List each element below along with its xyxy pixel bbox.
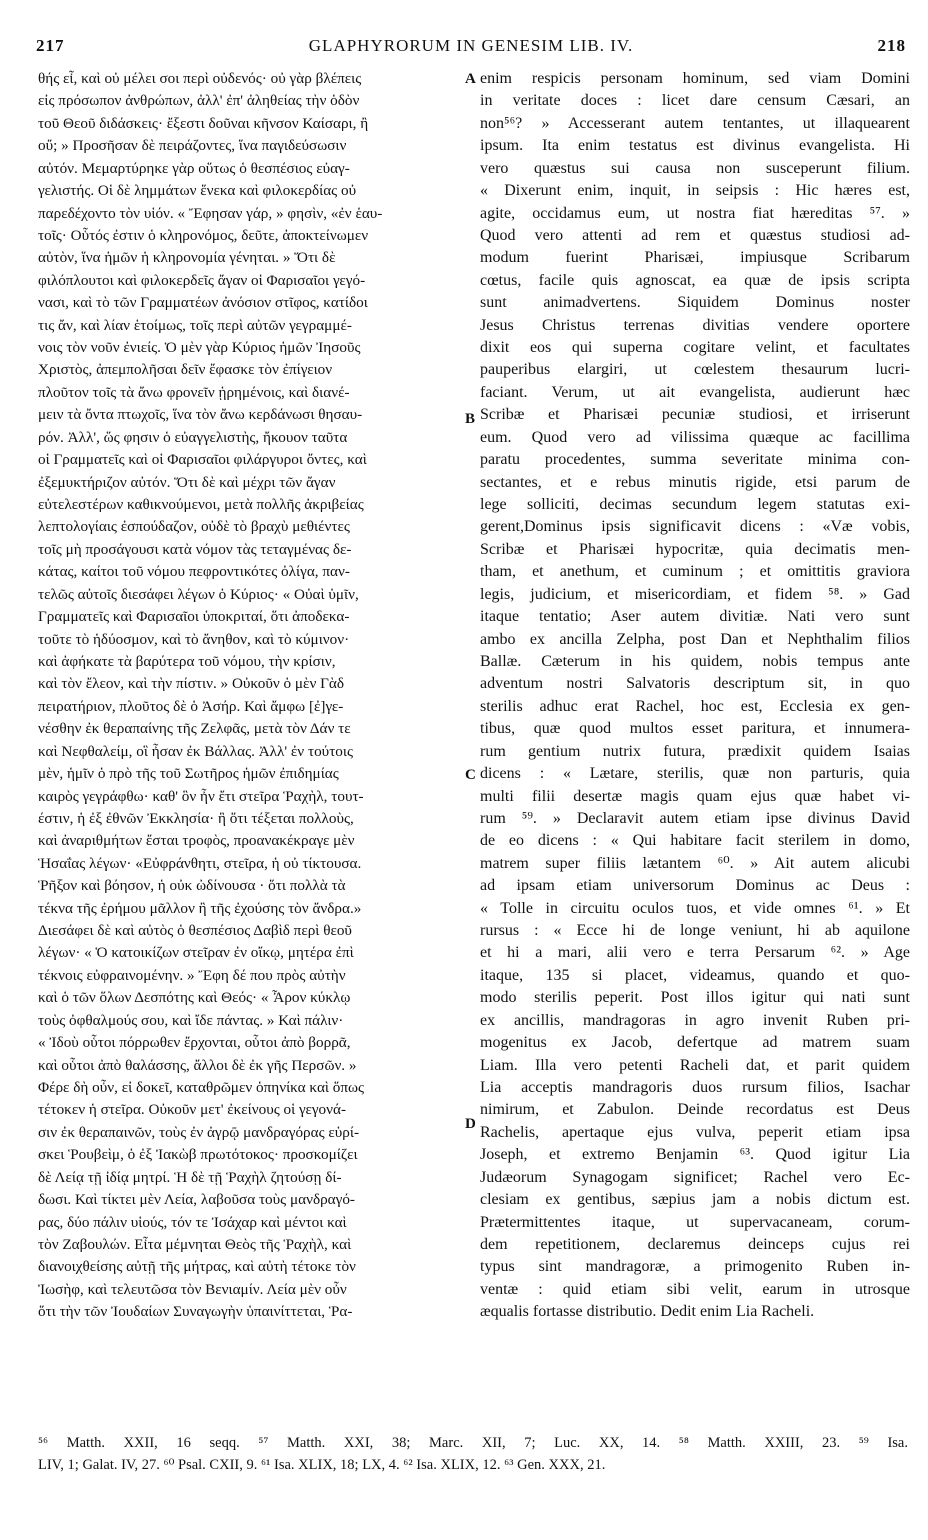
latin-text-line: legis, judicium, et misericordiam, et fidem ⁵⁸. » Gad	[480, 585, 910, 603]
page-number-right: 218	[877, 36, 906, 55]
greek-text-line: λέγων· « Ὁ κατοικίζων στεῖραν ἐν οἴκῳ, μητέρα ἐπὶ	[38, 944, 354, 962]
latin-text-line: æqualis fortasse distributio. Dedit enim Lia Racheli.	[480, 1303, 815, 1321]
greek-text-line: καὶ τὸν ἔλεον, καὶ τὴν πίστιν. » Οὐκοῦν ὁ μὲν Γὰδ	[38, 675, 344, 693]
greek-text-line: λεπτολογίαις ἐσπούδαζον, οὐδὲ τὸ βραχὺ μεθιέντες	[38, 518, 350, 536]
latin-text-line: ad ipsam etiam universorum Dominus ac Deus :	[480, 877, 910, 895]
greek-text-line: εἰς πρόσωπον ἀνθρώπων, ἀλλ' ἐπ' ἀληθείας τὴν ὁδὸν	[38, 92, 360, 110]
latin-text-line: ex ancillis, mandragoras in agro invenit Ruben pri-	[480, 1011, 910, 1029]
latin-text-line: multi filii desertæ magis quam ejus quæ habet vi-	[480, 787, 910, 805]
greek-text-line: τέκνοις εὐφραινομένην. » Ἔφη δέ που πρὸς αὐτὴν	[38, 966, 346, 984]
margin-letter-c: C	[465, 767, 476, 783]
greek-text-line: νέσθην ἐκ θεραπαίνης τῆς Ζελφᾶς, μετὰ τὸν Δάν τε	[38, 720, 351, 738]
latin-text-line: typus sint mandragoræ, a primogenito Ruben in-	[480, 1258, 910, 1276]
latin-text-line: Joseph, et extremo Benjamin ⁶³. Quod igitur Lia	[480, 1146, 910, 1164]
latin-text-line: Scribæ et Pharisæi hypocritæ, quia decimatis men-	[480, 540, 910, 558]
greek-text-line: Φέρε δὴ οὖν, εἰ δοκεῖ, καταθρῶμεν ὁπηνίκα καὶ ὅπως	[38, 1078, 365, 1096]
latin-text-line: itaque tentatio; Aser autem divitiæ. Nati vero sunt	[480, 608, 910, 626]
greek-text-line: εὐτελεστέρων καθικνούμενοι, μετὰ πολλῆς ἀκριβείας	[38, 496, 364, 514]
greek-text-line: ρόν. Ἀλλ', ὥς φησιν ὁ εὐαγγελιστὴς, ἤκουον ταῦτα	[38, 428, 348, 446]
greek-text-line: κάτας, καίτοι τοῦ νόμου πεφροντικότες ὀλίγα, παν-	[38, 563, 350, 581]
greek-text-line: δὲ Λείᾳ τῇ ἰδίᾳ μητρί. Ἡ δὲ τῇ Ῥαχὴλ ζητούσῃ δί-	[38, 1168, 342, 1186]
greek-text-line: μειν τὰ ὄντα πτωχοῖς, ἵνα τὸν ἄνω κερδάνωσι θησαυ-	[38, 406, 363, 424]
greek-text-line: δωσι. Καὶ τίκτει μὲν Λεία, λαβοῦσα τοὺς μανδραγό-	[38, 1191, 355, 1209]
footnote-line: LIV, 1; Galat. IV, 27. ⁶⁰ Psal. CXII, 9. ⁶¹ Isa. XLIX, 18; LX, 4. ⁶² Isa. XLIX, 12. ⁶³ Gen. XXX, 21.	[38, 1457, 606, 1473]
latin-text-line: « Dixerunt enim, inquit, in seipsis : Hic hæres est,	[480, 182, 910, 200]
margin-letter-d: D	[465, 1116, 476, 1132]
greek-text-line: ρας, δύο πάλιν υἱούς, τόν τε Ἰσάχαρ καὶ μέντοι καὶ	[38, 1213, 347, 1231]
latin-text-line: Judæorum Synagogam significet; Rachel vero Ec-	[480, 1168, 910, 1186]
latin-text-line: modo sterilis peperit. Post illos igitur qui nati sunt	[480, 989, 910, 1007]
greek-column	[38, 68, 466, 1324]
footnote-line: ⁵⁶ Matth. XXII, 16 seqq. ⁵⁷ Matth. XXI, 38; Marc. XII, 7; Luc. XX, 14. ⁵⁸ Matth. XXIII, 23. ⁵⁹ Isa.	[38, 1435, 908, 1451]
latin-text-line: dem repetitionem, declaremus deinceps cujus rei	[480, 1235, 910, 1253]
greek-text-line: πλοῦτον τοῖς τὰ ἄνω φρονεῖν ᾑρημένοις, καὶ διανέ-	[38, 383, 350, 401]
footnotes	[38, 1432, 908, 1476]
greek-text-line: φιλόπλουτοι καὶ φιλοκερδεῖς ἄγαν οἱ Φαρισαῖοι γεγό-	[38, 271, 366, 289]
greek-text-line: Ἡσαΐας λέγων· «Εὐφράνθητι, στεῖρα, ἡ οὐ τίκτουσα.	[38, 854, 362, 872]
latin-text-line: Jesus Christus terrenas divitias vendere oportere	[480, 316, 910, 334]
greek-text-line: ἐξεμυκτήριζον αὐτόν. Ὅτι δὲ καὶ μέχρι τῶν ἄγαν	[38, 473, 336, 491]
latin-text-line: rursus : « Ecce hi de longe veniunt, hi ab aquilone	[480, 922, 910, 940]
page-header	[36, 30, 906, 60]
greek-text-line: τὸν Ζαβουλών. Εἶτα μέμνηται Θεὸς τῆς Ῥαχὴλ, καὶ	[38, 1235, 352, 1253]
latin-text-line: tham, et anethum, et cuminum ; et omittitis graviora	[480, 563, 910, 581]
latin-text-line: adventum nostri Salvatoris descriptum sit, in quo	[480, 675, 910, 693]
greek-text-line: νασι, καὶ τὸ τῶν Γραμματέων ἀνόσιον στῖφος, κατίδοι	[38, 294, 368, 312]
greek-text-line: καὶ ὁ τῶν ὅλων Δεσπότης καὶ Θεός· « Ἆρον κύκλῳ	[38, 989, 351, 1007]
latin-text-line: ventæ : quid etiam sibi velit, earum in utrosque	[480, 1280, 910, 1298]
greek-text-line: σκει Ῥουβεὶμ, ὁ ἐξ Ἰακὼβ πρωτότοκος· προσκομίζει	[38, 1146, 358, 1164]
latin-text-line: « Tolle in circuitu oculos tuos, et vide omnes ⁶¹. » Et	[480, 899, 910, 917]
latin-text-line: lege solliciti, decimas secundum legem statutas exi-	[480, 496, 910, 514]
latin-text-line: vero quæstus sui causa non susceperunt filium.	[480, 159, 910, 177]
latin-text-line: clesiam ex gentibus, sæpius jam a nobis dictum est.	[480, 1191, 910, 1209]
greek-text-line: καὶ οὗτοι ἀπὸ θαλάσσης, ἄλλοι δὲ ἐκ γῆς Περσῶν. »	[38, 1056, 357, 1074]
greek-text-line: αὐτὸν, ἵνα ἡμῶν ἡ κληρονομία γένηται. » Ὅτι δὲ	[38, 249, 336, 267]
latin-text-line: sterilis adhuc erat Rachel, hoc est, Ecclesia ex gen-	[480, 697, 910, 715]
latin-text-line: Scribæ et Pharisæi pecuniæ studiosi, et irriserunt	[480, 406, 910, 424]
greek-text-line: τις ἄν, καὶ λίαν ἑτοίμως, τοῖς περὶ αὐτῶν γεγραμμέ-	[38, 316, 352, 334]
latin-text-line: ambo ex ancilla Zelpha, post Dan et Nephthalim filios	[480, 630, 910, 648]
greek-text-line: καὶ ἀναριθμήτων ἔσται τροφὸς, προανακέκραγε μὲν	[38, 832, 355, 850]
latin-text-line: Liam. Illa vero petenti Racheli dat, et parit quidem	[480, 1056, 910, 1074]
latin-text-line: pauperibus elargiri, ut cœlestem thesaurum lucri-	[480, 361, 910, 379]
greek-text-line: Ἰωσὴφ, καὶ τελευτῶσα τὸν Βενιαμίν. Λεία μὲν οὖν	[38, 1280, 347, 1298]
latin-text-line: Prætermittentes itaque, ut supervacaneam, corum-	[480, 1213, 910, 1231]
greek-text-line: οἱ Γραμματεῖς καὶ οἱ Φαρισαῖοι φιλάργυροι ὄντες, καὶ	[38, 451, 367, 469]
greek-text-line: τοὺς ὀφθαλμούς σου, καὶ ἴδε πάντας. » Καὶ πάλιν·	[38, 1011, 344, 1029]
margin-letter-b: B	[465, 411, 476, 427]
latin-text-line: itaque, 135 si placet, videamus, quando et quo-	[480, 966, 910, 984]
latin-text-line: ipsum. Ita enim testatus est divinus evangelista. Hi	[480, 137, 910, 155]
greek-text-line: τοῖς· Οὗτός ἐστιν ὁ κληρονόμος, δεῦτε, ἀποκτείνωμεν	[38, 226, 369, 244]
latin-text-line: et hi a mari, alii vero e terra Persarum ⁶². » Age	[480, 944, 910, 962]
greek-text-line: καιρὸς γεγράφθω· καθ' ὃν ἦν ἔτι στεῖρα Ῥαχὴλ, τουτ-	[38, 787, 364, 805]
greek-text-line: τοῦτε τὸ ἡδύοσμον, καὶ τὸ ἄνηθον, καὶ τὸ κύμινον·	[38, 630, 350, 648]
latin-text-line: matrem super filiis lætantem ⁶⁰. » Ait autem alicubi	[480, 854, 910, 872]
greek-text-line: καὶ ἀφήκατε τὰ βαρύτερα τοῦ νόμου, τὴν κρίσιν,	[38, 652, 336, 670]
latin-text-line: rum gentium nutrix futura, prædixit quidem Isaias	[480, 742, 910, 760]
latin-text-line: Ballæ. Cæterum in his quidem, nobis tempus ante	[480, 652, 910, 670]
greek-text-line: τοῖς μὴ προσάγουσι κατὰ νόμον τὰς τεταγμένας δε-	[38, 540, 352, 558]
greek-text-line: γελιστής. Οἱ δὲ λημμάτων ἕνεκα καὶ φιλοκερδίας οὐ	[38, 182, 357, 200]
greek-text-line: τελῶς αὐτοῖς διεσάφει λέγων ὁ Κύριος· « Οὐαὶ ὑμῖν,	[38, 585, 359, 603]
latin-text-line: rum ⁵⁹. » Declaravit autem etiam ipse divinus David	[480, 809, 910, 827]
greek-text-line: διανοιχθείσης αὐτῇ τῆς μήτρας, καὶ αὐτὴ τέτοκε τὸν	[38, 1258, 356, 1276]
latin-text-line: eum. Quod vero ad vilissima quæque ac facillima	[480, 428, 910, 446]
latin-text-line: nimirum, et Zabulon. Deinde recordatus est Deus	[480, 1101, 910, 1119]
latin-text-line: mogenitus ex Jacob, defertque ad matrem suam	[480, 1034, 910, 1052]
latin-text-line: cœtus, facile quis agnoscat, ea quæ de ipsis scripta	[480, 271, 910, 289]
greek-text-line: έστιν, ἡ ἐξ ἐθνῶν Ἐκκλησία· ἣ ὅτι τέξεται πολλοὺς,	[38, 809, 354, 827]
greek-text-line: τοῦ Θεοῦ διδάσκεις· ἔξεστι δοῦναι κῆνσον Καίσαρι, ἢ	[38, 114, 369, 132]
greek-text-line: παρεδέχοντο τὸν υἱόν. « Ἔφησαν γάρ, » φησὶν, «ἐν ἑαυ-	[38, 204, 383, 222]
greek-text-line: « Ἰδοὺ οὗτοι πόρρωθεν ἔρχονται, οὗτοι ἀπὸ βορρᾶ,	[38, 1034, 351, 1052]
greek-text-line: οὔ; » Προσῆσαν δὲ πειράζοντες, ἵνα παγιδεύσωσιν	[38, 137, 347, 155]
latin-text-line: Rachelis, apertaque ejus vulva, peperit etiam ipsa	[480, 1123, 910, 1141]
greek-text-line: καὶ Νεφθαλείμ, οἳ ἦσαν ἐκ Βάλλας. Ἀλλ' ἐν τούτοις	[38, 742, 353, 760]
latin-text-line: sunt animadvertens. Siquidem Dominus noster	[480, 294, 910, 312]
greek-text-line: τέκνα τῆς ἐρήμου μᾶλλον ἢ τῆς ἐχούσης τὸν ἄνδρα.»	[38, 899, 362, 917]
greek-text-line: Διεσάφει δὲ καὶ αὐτὸς ὁ θεσπέσιος Δαβὶδ περὶ θεοῦ	[38, 922, 352, 940]
latin-text-line: Quod vero attenti ad rem et quæstus studiosi ad-	[480, 226, 910, 244]
greek-text-line: μὲν, ἡμῖν ὁ πρὸ τῆς τοῦ Σωτῆρος ἡμῶν ἐπιδημίας	[38, 765, 339, 783]
latin-text-line: dixit eos qui superna cogitare velint, et facultates	[480, 339, 910, 357]
latin-text-line: paratu procedentes, summa severitate minima con-	[480, 451, 910, 469]
greek-text-line: νοις τὸν νοῦν ἐνιείς. Ὁ μὲν γὰρ Κύριος ἡμῶν Ἰησοῦς	[38, 339, 361, 357]
greek-text-line: Γραμματεῖς καὶ Φαρισαῖοι ὑποκριταί, ὅτι ἀποδεκα-	[38, 608, 350, 626]
latin-text-line: de eo dicens : « Qui habitare facit sterilem in domo,	[480, 832, 910, 850]
latin-text-line: non⁵⁶? » Accesserant autem tentantes, ut illaquearent	[480, 114, 910, 132]
latin-text-line: in veritate doces : licet dare censum Cæsari, an	[480, 92, 910, 110]
greek-text-line: τέτοκεν ἡ στεῖρα. Οὐκοῦν μετ' ἐκείνους οἱ γεγονά-	[38, 1101, 347, 1119]
greek-text-line: ὅτι τὴν τῶν Ἰουδαίων Συναγωγὴν ὑπαινίττεται, Ῥα-	[38, 1303, 353, 1321]
latin-text-line: sectantes, et e rebus minutis rigide, etsi parum de	[480, 473, 910, 491]
greek-text-line: αὐτόν. Μεμαρτύρηκε γὰρ οὕτως ὁ θεσπέσιος εὐαγ-	[38, 159, 350, 177]
latin-text-line: enim respicis personam hominum, sed viam Domini	[480, 70, 910, 87]
greek-text-line: πειρατήριον, πλοῦτος δὲ ὁ Ἀσήρ. Καὶ ἄμφω [ἐ]γε-	[38, 697, 344, 715]
latin-text-line: dicens : « Lætare, sterilis, quæ non parturis, quia	[480, 765, 910, 783]
greek-text-line: Ῥῆξον καὶ βόησον, ἡ οὐκ ὠδίνουσα · ὅτι πολλὰ τὰ	[38, 877, 346, 895]
latin-text-line: agite, occidamus eum, ut nostra fiat hæreditas ⁵⁷. »	[480, 204, 910, 222]
latin-text-line: gerent,Dominus ipsis significavit dicens : «Væ vobis,	[480, 518, 910, 536]
latin-text-line: faciant. Verum, ut ait evangelista, audierunt hæc	[480, 383, 910, 401]
greek-text-line: Χριστὸς, ἀπεμπολῆσαι δεῖν ἔφασκε τὸν ἐπίγειον	[38, 361, 333, 379]
latin-text-line: modum fuerint Pharisæi, impiusque Scribarum	[480, 249, 910, 267]
latin-column	[480, 68, 910, 1324]
greek-text-line: θής εἶ, καὶ οὐ μέλει σοι περὶ οὐδενός· οὐ γὰρ βλέπεις	[38, 70, 362, 87]
latin-text-line: Lia acceptis mandragoris duos rursum filios, Isachar	[480, 1078, 910, 1096]
margin-letter-a: A	[465, 71, 476, 87]
page-number-left: 217	[36, 36, 65, 55]
greek-text-line: σιν ἐκ θεραπαινῶν, τοὺς ἐν ἀγρῷ μανδραγόρας εὑρί-	[38, 1123, 360, 1141]
latin-text-line: tibus, quæ quod multos esset paritura, et innumera-	[480, 720, 910, 738]
running-title: GLAPHYRORUM IN GENESIM LIB. IV.	[308, 36, 634, 55]
